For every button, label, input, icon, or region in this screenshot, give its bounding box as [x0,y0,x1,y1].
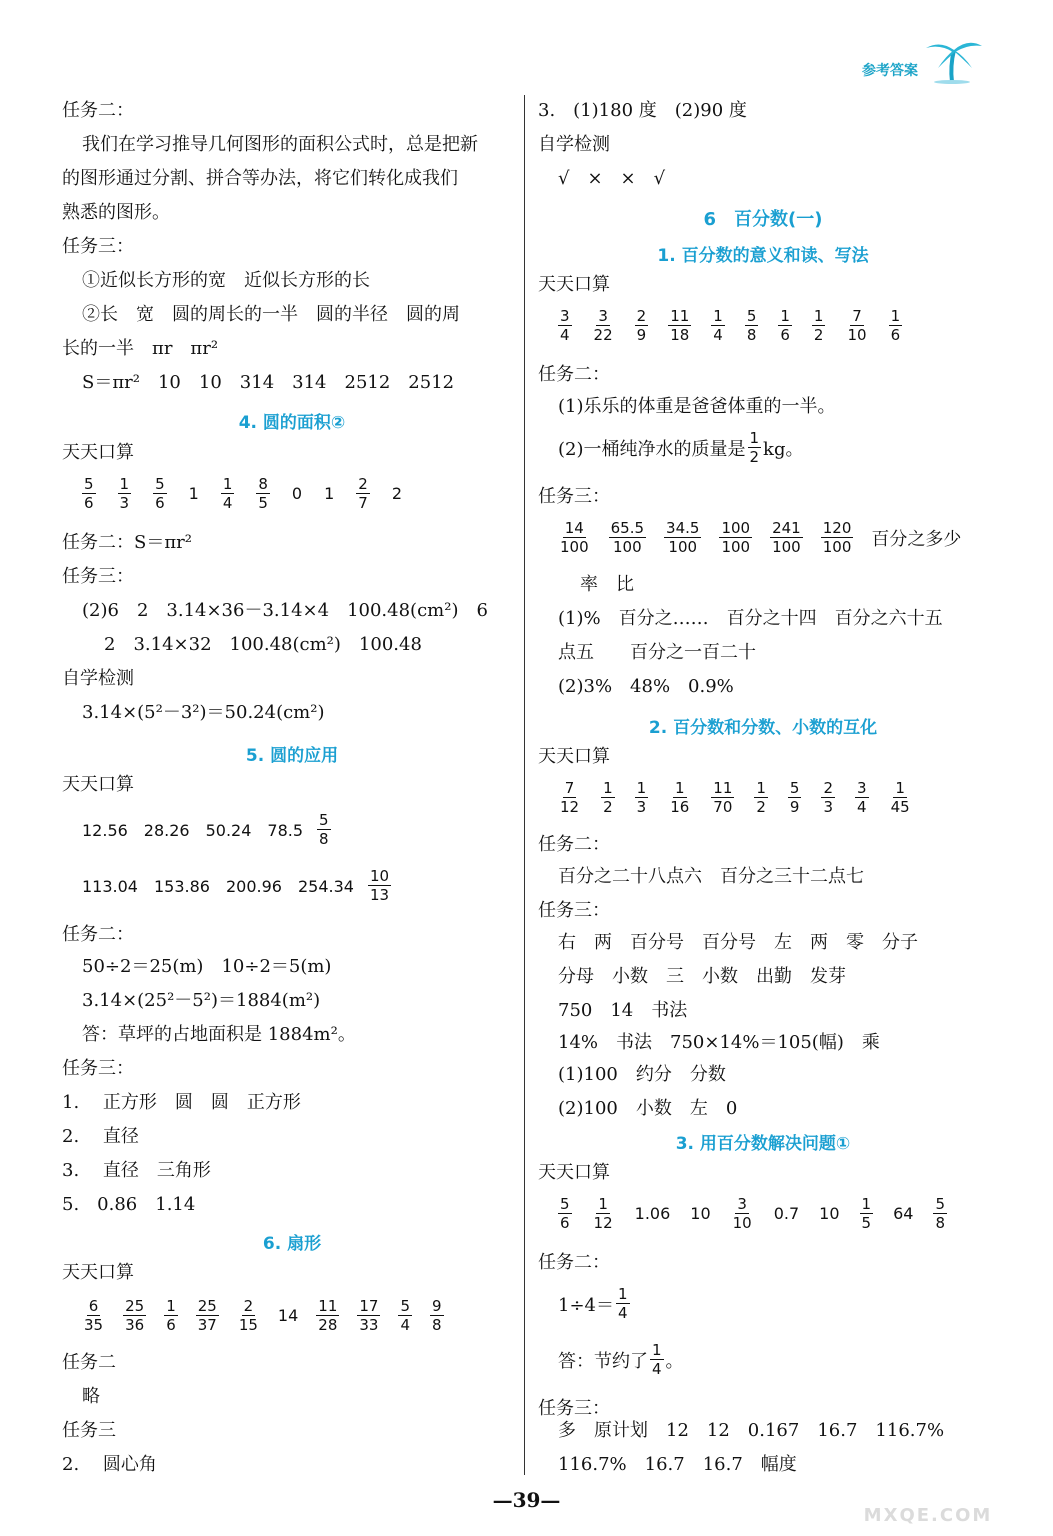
row-tail-text: 百分之多少 [871,528,962,550]
numerator: 5 [400,1297,411,1315]
denominator: 33 [359,1316,379,1334]
denominator: 2 [813,326,824,344]
numerator: 11 [670,307,690,325]
numerator: 17 [359,1297,379,1315]
number-value: 0.7 [773,1204,800,1223]
numerator: 10 [369,867,390,885]
fraction-row [558,519,961,556]
denominator: 3 [636,798,647,816]
numerator: 1 [222,475,233,493]
mental-math-label: 天天口算 [62,442,134,463]
denominator: 3 [823,798,834,816]
denominator: 10 [847,326,867,344]
answer-line: 右 两 百分号 百分号 左 两 零 分子 [558,932,918,953]
palm-tree-icon [916,38,988,84]
chapter-heading: 6 百分数(一) [703,209,823,230]
numerator: 11 [318,1297,338,1315]
answer-values: 113.04 153.86 200.96 254.34 [82,877,354,896]
numerator: 1 [756,779,766,797]
denominator: 5 [258,494,268,512]
numerator: 1 [166,1297,176,1315]
denominator: 22 [593,326,613,344]
numerator: 1 [890,307,901,325]
answer-line: 2. 直径 [62,1126,139,1147]
numerator: 1 [861,1195,872,1213]
answer-line: (2)3% 48% 0.9% [558,676,734,697]
denominator: 5 [861,1214,872,1232]
task-two-label: 任务二： [62,924,134,945]
denominator: 12 [593,1214,613,1232]
denominator: 4 [713,326,723,344]
fraction [256,475,270,512]
number-value: 10 [690,1204,711,1223]
denominator: 13 [369,886,390,904]
answer-text-end: 。 [665,1350,684,1372]
answer-line: (1)100 约分 分数 [558,1064,726,1085]
paragraph-line: 的图形通过分割、拼合等办法，将它们转化成我们 [62,168,458,189]
fraction [609,519,646,556]
numerator: 2 [243,1297,254,1315]
answer-line: ②长 宽 圆的周长的一半 圆的半径 圆的周 [82,304,460,325]
numerator: 3 [598,307,608,325]
fraction [221,475,235,512]
mental-math-row [558,307,902,344]
number-value: 10 [819,1204,840,1223]
fraction [821,779,835,816]
task-two-label: 任务二： [62,100,134,121]
section-heading: 2. 百分数和分数、小数的互化 [648,718,878,738]
fraction [635,779,649,816]
denominator: 100 [772,538,801,556]
fraction [855,779,869,816]
fraction [601,779,615,816]
fraction [860,1195,874,1232]
fraction [398,1297,412,1334]
fraction [812,307,826,344]
fraction [118,475,132,512]
self-check-label: 自学检测 [538,134,610,155]
answer-line: 750 14 书法 [558,1000,688,1021]
fraction [889,779,912,816]
denominator: 6 [155,494,165,512]
numerator: 1 [674,779,685,797]
denominator: 36 [125,1316,145,1334]
denominator: 6 [166,1316,176,1334]
fraction [731,1195,754,1232]
numerator: 1 [780,307,790,325]
fraction [237,1297,260,1334]
number-value: 14 [277,1306,299,1325]
paragraph-line: 熟悉的图形。 [62,202,170,223]
mental-math-row [82,1297,444,1334]
numerator: 100 [721,519,751,537]
numerator: 3 [737,1195,747,1213]
fraction [558,519,591,556]
denominator: 9 [636,326,647,344]
answer-line: 116.7% 16.7 16.7 幅度 [558,1454,797,1475]
denominator: 4 [857,798,867,816]
denominator: 2 [603,798,613,816]
header-title: 参考答案 [862,63,918,79]
mental-math-row [558,779,912,816]
fraction [592,307,615,344]
answer-line: 率 比 [580,574,634,595]
answer-line: 1. 正方形 圆 圆 正方形 [62,1092,301,1113]
answer-line: 百分之二十八点六 百分之三十二点七 [558,866,864,887]
denominator: 7 [358,494,368,512]
fraction [356,475,370,512]
fraction [316,1297,339,1334]
numerator: 5 [319,811,329,829]
number-value: 2 [391,484,403,503]
answer-line: 3.14×(25²－5²)＝1884(m²) [82,990,321,1011]
answer-line: (2)6 2 3.14×36－3.14×4 100.48(cm²) 6 [82,600,488,621]
task-three-label: 任务三： [62,1058,134,1079]
answer-line: (2)100 小数 左 0 [558,1098,738,1119]
denominator: 16 [670,798,690,816]
numerator: 241 [772,519,801,537]
denominator: 37 [197,1316,217,1334]
denominator: 100 [613,538,642,556]
answer-text: 答：节约了 [558,1350,648,1372]
task-three-label: 任务三： [538,486,610,507]
denominator: 6 [780,326,790,344]
mental-math-label: 天天口算 [62,1262,134,1283]
fraction [664,519,701,556]
answer-line: 2 3.14×32 100.48(cm²) 100.48 [104,634,422,655]
section-heading: 4. 圆的面积② [238,413,346,433]
answer-line: 分母 小数 三 小数 出勤 发芽 [558,966,846,987]
numerator: 3 [857,779,867,797]
fraction [592,1195,615,1232]
numerator: 14 [564,519,584,537]
denominator: 3 [119,494,130,512]
fraction [153,475,167,512]
numerator: 1 [652,1341,662,1359]
mental-math-row [82,811,331,848]
numerator: 5 [155,475,165,493]
mental-math-label: 天天口算 [538,746,610,767]
denominator: 6 [890,326,901,344]
denominator: 100 [668,538,698,556]
fraction [711,307,725,344]
task-two-label: 任务二 [62,1352,116,1373]
fraction [933,1195,947,1232]
denominator: 2 [756,798,766,816]
denominator: 100 [560,538,589,556]
denominator: 4 [652,1360,662,1378]
numerator: 11 [713,779,733,797]
number-value: 1 [188,484,199,503]
fraction [558,779,581,816]
self-check-label: 自学检测 [62,668,134,689]
answer-values: 12.56 28.26 50.24 78.5 [82,821,304,840]
numerator: 25 [125,1297,145,1315]
numerator: 5 [935,1195,945,1213]
task-two-label: 任务二： [538,834,610,855]
fraction [558,307,572,344]
fraction [430,1297,444,1334]
denominator: 35 [84,1316,104,1334]
mental-math-label: 天天口算 [538,274,610,295]
numerator: 1 [895,779,905,797]
numerator: 3 [560,307,570,325]
watermark-text: MXQE.COM [863,1505,993,1526]
answer-line: 3. (1)180 度 (2)90 度 [538,100,747,121]
fraction [788,779,802,816]
numerator: 6 [88,1297,99,1315]
denominator: 10 [732,1214,752,1232]
denominator: 6 [560,1214,570,1232]
numerator: 1 [636,779,647,797]
denominator: 18 [670,326,690,344]
fraction [711,779,734,816]
numerator: 5 [789,779,800,797]
fraction [845,307,868,344]
task-three-label: 任务三： [62,566,134,587]
answer-line: 3. 直径 三角形 [62,1160,211,1181]
task-three-label: 任务三： [538,1398,610,1419]
mental-math-row [558,1195,947,1232]
number-value: 1 [324,484,335,503]
numerator: 1 [618,1285,628,1303]
numerator: 1 [603,779,613,797]
fraction [719,519,752,556]
answer-line [558,1285,630,1322]
denominator: 100 [822,538,852,556]
fraction [889,307,903,344]
fraction [164,1297,178,1334]
answer-line: ①近似长方形的宽 近似长方形的长 [82,270,370,291]
denominator: 8 [432,1316,442,1334]
fraction [748,429,762,466]
denominator: 8 [935,1214,945,1232]
task-two-label: 任务二：S＝πr² [62,532,192,553]
number-value: 1.06 [634,1204,671,1223]
fraction [635,307,649,344]
answer-line: 3.14×(5²－3²)＝50.24(cm²) [82,702,325,723]
numerator: 5 [746,307,757,325]
answer-line: 5. 0.86 1.14 [62,1194,196,1215]
fraction [317,811,331,848]
numerator: 8 [258,475,268,493]
answer-line: (1)% 百分之…… 百分之十四 百分之六十五 [558,608,943,629]
denominator: 4 [618,1304,628,1322]
numerator: 5 [84,475,94,493]
watermark [843,1456,1013,1530]
answer-text: (2)一桶纯净水的质量是 [558,438,746,460]
answer-line: 50÷2＝25(m) 10÷2＝5(m) [82,956,332,977]
mental-math-label: 天天口算 [62,774,134,795]
section-heading: 1. 百分数的意义和读、写法 [657,246,869,266]
fraction [616,1285,630,1322]
answer-line: (1)乐乐的体重是爸爸体重的一半。 [558,396,836,417]
denominator: 4 [222,494,233,512]
denominator: 28 [318,1316,338,1334]
column-divider [524,95,525,1475]
fraction [82,475,96,512]
check-marks: √ × × √ [558,168,666,189]
fraction [357,1297,380,1334]
task-three-label: 任务三： [62,236,134,257]
numerator: 9 [432,1297,442,1315]
task-two-label: 任务二： [538,364,610,385]
numerator: 1 [119,475,130,493]
fraction [770,519,803,556]
answer-line: 长的一半 πr πr² [62,338,219,359]
denominator: 6 [84,494,94,512]
answer-line: 点五 百分之一百二十 [558,642,756,663]
fraction [668,779,691,816]
numerator: 7 [852,307,862,325]
numerator: 120 [822,519,852,537]
numerator: 7 [564,779,575,797]
fraction [745,307,759,344]
fraction [558,1195,572,1232]
answer-line: S＝πr² 10 10 314 314 2512 2512 [82,372,455,393]
denominator: 15 [238,1316,258,1334]
section-heading: 3. 用百分数解决问题① [675,1134,851,1154]
fraction [668,307,691,344]
answer-line: 14% 书法 750×14%＝105(幅) 乘 [558,1032,880,1053]
task-three-label: 任务三： [538,900,610,921]
mental-math-label: 天天口算 [538,1162,610,1183]
numerator: 1 [813,307,824,325]
answer-line: 略 [82,1386,100,1407]
numerator: 25 [197,1297,217,1315]
fraction [821,519,854,556]
fraction [82,1297,105,1334]
denominator: 70 [713,798,733,816]
fraction [778,307,792,344]
fraction [196,1297,219,1334]
fraction [368,867,391,904]
denominator: 8 [319,830,329,848]
numerator: 1 [713,307,723,325]
denominator: 45 [890,798,910,816]
page-number: —39— [492,1488,561,1512]
mental-math-row [82,867,391,904]
answer-line: 答：草坪的占地面积是 1884m²。 [82,1024,356,1045]
section-heading: 6. 扇形 [262,1234,322,1254]
paragraph-line: 我们在学习推导几何图形的面积公式时，总是把新 [82,134,478,155]
answer-line [558,1341,684,1378]
numerator: 65.5 [610,519,645,537]
denominator: 8 [746,326,757,344]
fraction [123,1297,146,1334]
answer-line: 2. 圆心角 [62,1454,157,1475]
number-value: 64 [893,1204,914,1223]
answer-line [558,429,803,466]
unit-text: kg。 [763,438,804,460]
numerator: 2 [636,307,647,325]
numerator: 2 [358,475,368,493]
fraction [754,779,768,816]
fraction [650,1341,664,1378]
equation-text: 1÷4＝ [558,1294,614,1316]
denominator: 4 [400,1316,411,1334]
task-three-label: 任务三 [62,1420,116,1441]
numerator: 2 [823,779,834,797]
denominator: 100 [721,538,751,556]
section-heading: 5. 圆的应用 [245,746,339,766]
mental-math-row [82,475,402,512]
numerator: 34.5 [666,519,700,537]
denominator: 4 [560,326,570,344]
numerator: 1 [598,1195,608,1213]
number-value: 0 [291,484,303,503]
answer-line: 多 原计划 12 12 0.167 16.7 116.7% [558,1420,945,1441]
denominator: 9 [789,798,800,816]
numerator: 1 [749,429,760,447]
numerator: 5 [560,1195,570,1213]
task-two-label: 任务二： [538,1252,610,1273]
denominator: 2 [749,448,760,466]
denominator: 12 [560,798,580,816]
